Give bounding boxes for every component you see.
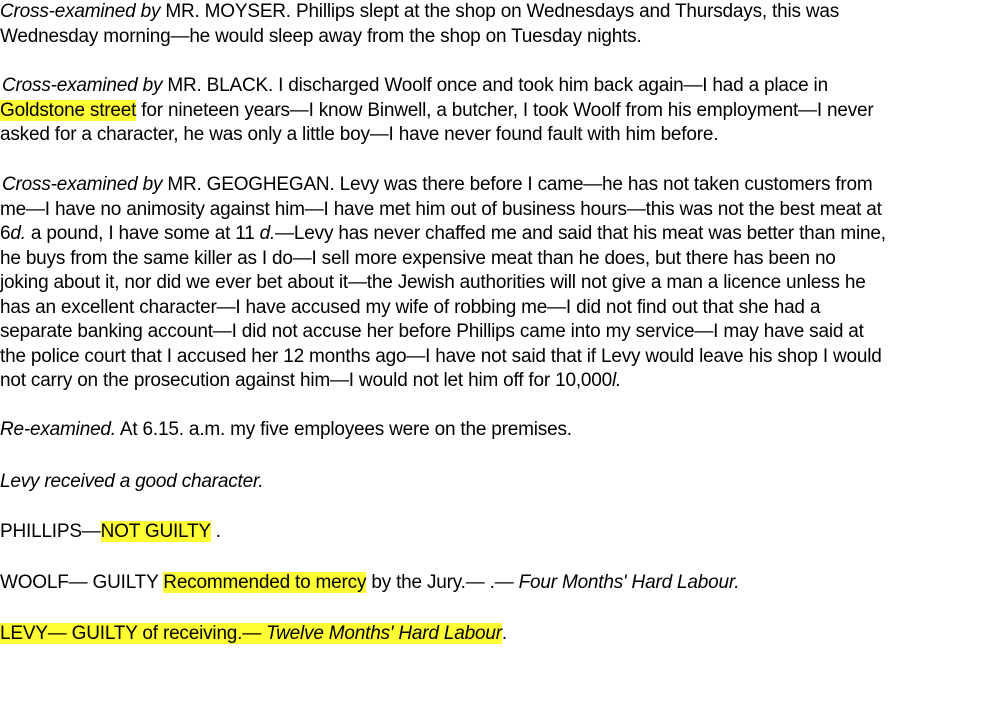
verdict-phillips bbox=[0, 520, 221, 545]
text-line: separate banking account—I did not accuse her before Phillips came into my service—I may have said at bbox=[0, 321, 864, 342]
highlighted-verdict bbox=[0, 623, 502, 644]
text-line bbox=[0, 173, 886, 198]
defendant-name: PHILLIPS— bbox=[0, 521, 101, 542]
text-line bbox=[0, 222, 886, 247]
highlighted-verdict: NOT GUILTY bbox=[100, 521, 211, 542]
text-run: by the Jury.— .— bbox=[366, 572, 519, 593]
text-line bbox=[0, 369, 886, 394]
paragraph-re-examined bbox=[0, 418, 572, 443]
italic-unit: d. bbox=[10, 223, 26, 244]
verdict-levy bbox=[0, 622, 507, 647]
text-run: a pound, I have some at 11 bbox=[25, 223, 260, 244]
italic-sentence: Twelve Months' Hard Labour bbox=[266, 623, 502, 644]
text-run: . bbox=[501, 623, 507, 644]
text-run: . bbox=[210, 521, 221, 542]
defendant-verdict: LEVY— GUILTY of receiving.— bbox=[0, 623, 267, 644]
text-line bbox=[0, 622, 507, 647]
italic-phrase: Re-examined. bbox=[0, 419, 116, 440]
text-run: MR. MOYSER. Phillips slept at the shop on Wednesdays and Thursdays, this was bbox=[160, 1, 840, 22]
text-line bbox=[0, 571, 739, 596]
text-line bbox=[0, 470, 263, 495]
text-line bbox=[0, 418, 572, 443]
paragraph-cross-examined-moyser bbox=[0, 0, 839, 49]
text-run: At 6.15. a.m. my five employees were on the premises. bbox=[115, 419, 572, 440]
highlighted-recommendation: Recommended to mercy bbox=[163, 572, 367, 593]
text-line: he buys from the same killer as I do—I sell more expensive meat than he does, but there has been no bbox=[0, 247, 836, 269]
text-line: joking about it, nor did we ever bet about it—the Jewish authorities will not give a man a licence unless he bbox=[0, 272, 866, 293]
italic-phrase: Cross-examined by bbox=[2, 174, 163, 195]
text-run: MR. BLACK. I discharged Woolf once and took him back again—I had a place in bbox=[162, 75, 828, 96]
text-line: the police court that I accused her 12 months ago—I have not said that if Levy would leave his shop I would bbox=[0, 345, 882, 367]
text-run: not carry on the prosecution against him—I would not let him off for 10,000 bbox=[0, 370, 613, 391]
text-line bbox=[0, 520, 221, 545]
text-line bbox=[0, 99, 874, 124]
italic-sentence: Four Months' Hard Labour. bbox=[518, 572, 740, 593]
text-run: 6 bbox=[0, 223, 11, 244]
italic-unit: l. bbox=[612, 370, 622, 391]
text-line: asked for a character, he was only a little boy—I have never found fault with him before. bbox=[0, 124, 719, 145]
text-line bbox=[0, 74, 874, 99]
text-run: MR. GEOGHEGAN. Levy was there before I came—he has not taken customers from bbox=[162, 174, 873, 195]
paragraph-cross-examined-geoghegan bbox=[0, 173, 886, 394]
highlighted-place-name: Goldstone street bbox=[0, 99, 137, 121]
verdict-woolf bbox=[0, 571, 739, 596]
italic-phrase: Levy received a good character. bbox=[0, 471, 264, 492]
text-line bbox=[0, 0, 839, 25]
text-run: —Levy has never chaffed me and said that his meat was better than mine, bbox=[275, 223, 886, 244]
italic-unit: d. bbox=[259, 223, 276, 244]
paragraph-character-note bbox=[0, 470, 263, 495]
italic-phrase: Cross-examined by bbox=[2, 75, 163, 96]
italic-phrase: Cross-examined by bbox=[0, 1, 161, 22]
text-line: me—I have no animosity against him—I have met him out of business hours—this was not the best meat at bbox=[0, 198, 882, 220]
defendant-verdict: WOOLF— GUILTY bbox=[0, 572, 164, 593]
paragraph-cross-examined-black bbox=[0, 74, 874, 148]
text-run: for nineteen years—I know Binwell, a butcher, I took Woolf from his employment—I never bbox=[136, 99, 874, 121]
text-line: Wednesday morning—he would sleep away from the shop on Tuesday nights. bbox=[0, 25, 642, 47]
text-line: has an excellent character—I have accused my wife of robbing me—I did not find out that she had a bbox=[0, 296, 821, 318]
